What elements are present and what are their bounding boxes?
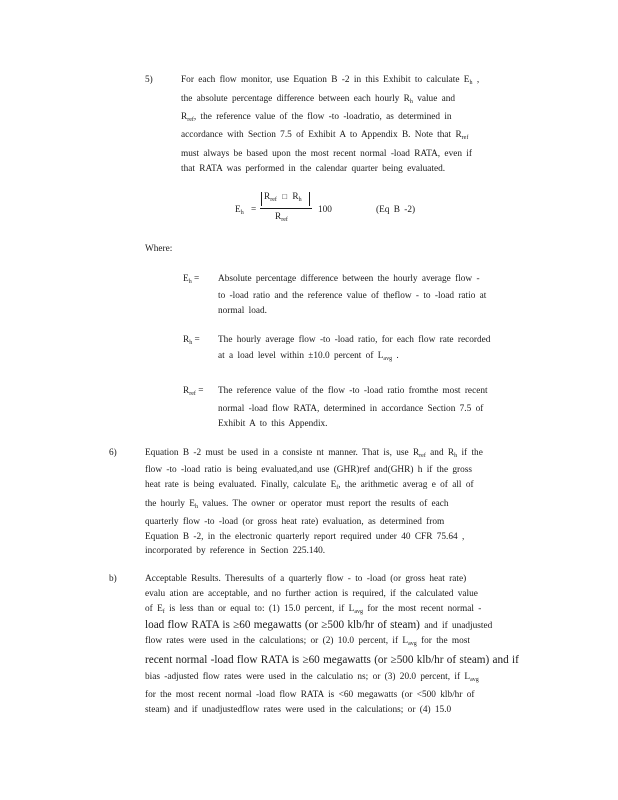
- item-5-line-4: accordance with Section 7.5 of Exhibit A to Appendix B. Note that $R_{ref}$: [181, 130, 469, 141]
- abs-bar-left: [261, 192, 262, 206]
- item-6-line-7: incorporated by reference in Section 225.140.: [145, 546, 326, 556]
- equation-label: (Eq B -2): [376, 205, 416, 215]
- item-5-line-6: that RATA was performed in the calendar quarter being evaluated.: [181, 164, 446, 174]
- item-b-marker: b): [109, 574, 117, 584]
- def-eh-line-1: Absolute percentage difference between the hourly average flow -: [218, 274, 480, 284]
- item-b-line-6: recent normal -load flow RATA is ≥60 megawatts (or ≥500 klb/hr of steam) and if: [145, 654, 519, 666]
- item-6-line-5: quarterly flow -to -load (or gross heat rate) evaluation, as determined from: [145, 517, 445, 527]
- item-5-line-3: $R_{ref}$, the reference value of the flow -to -loadratio, as determined in: [181, 112, 452, 123]
- def-rref-line-2: normal -load flow RATA, determined in accordance Section 7.5 of: [218, 404, 484, 414]
- abs-bar-right: [309, 192, 310, 206]
- item-b-line-5: flow rates were used in the calculations; or (2) 10.0 percent, if $L_{avg}$ for the most: [145, 636, 470, 647]
- def-rh-line-2: at a load level within ±10.0 percent of $L_{avg}$ .: [218, 351, 399, 362]
- def-rref-symbol: $R_{ref}$ =: [183, 386, 204, 397]
- item-b-line-8: for the most recent normal -load flow RATA is <60 megawatts (or <500 klb/hr of: [145, 690, 475, 700]
- equation-equals: =: [251, 205, 257, 215]
- where-heading: Where:: [145, 244, 173, 254]
- def-eh-symbol: $E_h$ =: [183, 274, 200, 285]
- item-b-line-3: of $E_f$ is less than or equal to: (1) 15.0 percent, if $L_{avg}$ for the most recent normal -: [145, 604, 482, 615]
- def-eh-line-2: to -load ratio and the reference value of theflow - to -load ratio at: [218, 291, 487, 301]
- def-rh-line-1: The hourly average flow -to -load ratio, for each flow rate recorded: [218, 335, 491, 345]
- equation-multiplier: 100: [318, 205, 332, 215]
- fraction-line: [260, 208, 312, 209]
- def-eh-line-3: normal load.: [218, 306, 267, 316]
- item-b-line-7: bias -adjusted flow rates were used in the calculatio ns; or (3) 20.0 percent, if $L_{avg}$: [145, 672, 479, 683]
- item-6-line-3: heat rate is being evaluated. Finally, calculate $E_f$, the arithmetic averag e of all of: [145, 480, 474, 491]
- item-5-line-1: For each flow monitor, use Equation B -2 in this Exhibit to calculate $E_h$ ,: [181, 75, 480, 86]
- item-6-marker: 6): [109, 448, 117, 458]
- item-b-line-2: evalu ation are acceptable, and no further action is required, if the calculated value: [145, 589, 478, 599]
- item-5-line-5: must always be based upon the most recent normal -load RATA, even if: [181, 149, 472, 159]
- item-5-marker: 5): [145, 75, 153, 85]
- def-rref-line-1: The reference value of the flow -to -load ratio fromthe most recent: [218, 386, 488, 396]
- def-rref-line-3: Exhibit A to this Appendix.: [218, 419, 328, 429]
- item-6-line-1: Equation B -2 must be used in a consiste nt manner. That is, use $R_{ref}$ and $R_h$ if the: [145, 448, 483, 459]
- equation-numerator: $R_{ref}$ □ $R_h$: [264, 192, 302, 203]
- item-b-line-4: load flow RATA is ≥60 megawatts (or ≥500 klb/hr of steam) and if unadjusted: [145, 619, 493, 631]
- item-6-line-6: Equation B -2, in the electronic quarterly report required under 40 CFR 75.64 ,: [145, 532, 465, 542]
- item-b-line-1: Acceptable Results. Theresults of a quarterly flow - to -load (or gross heat rate): [145, 574, 467, 584]
- equation-denominator: $R_{ref}$: [275, 212, 288, 223]
- item-5-line-2: the absolute percentage difference between each hourly $R_h$ value and: [181, 94, 456, 105]
- item-b-line-9: steam) and if unadjustedflow rates were used in the calculations; or (4) 15.0: [145, 705, 452, 715]
- item-6-line-4: the hourly $E_h$ values. The owner or operator must report the results of each: [145, 499, 449, 510]
- item-6-line-2: flow -to -load ratio is being evaluated,and use (GHR)ref and(GHR) h if the gross: [145, 465, 473, 475]
- equation-lhs: $E_h$: [235, 205, 244, 216]
- def-rh-symbol: $R_h$ =: [183, 335, 200, 346]
